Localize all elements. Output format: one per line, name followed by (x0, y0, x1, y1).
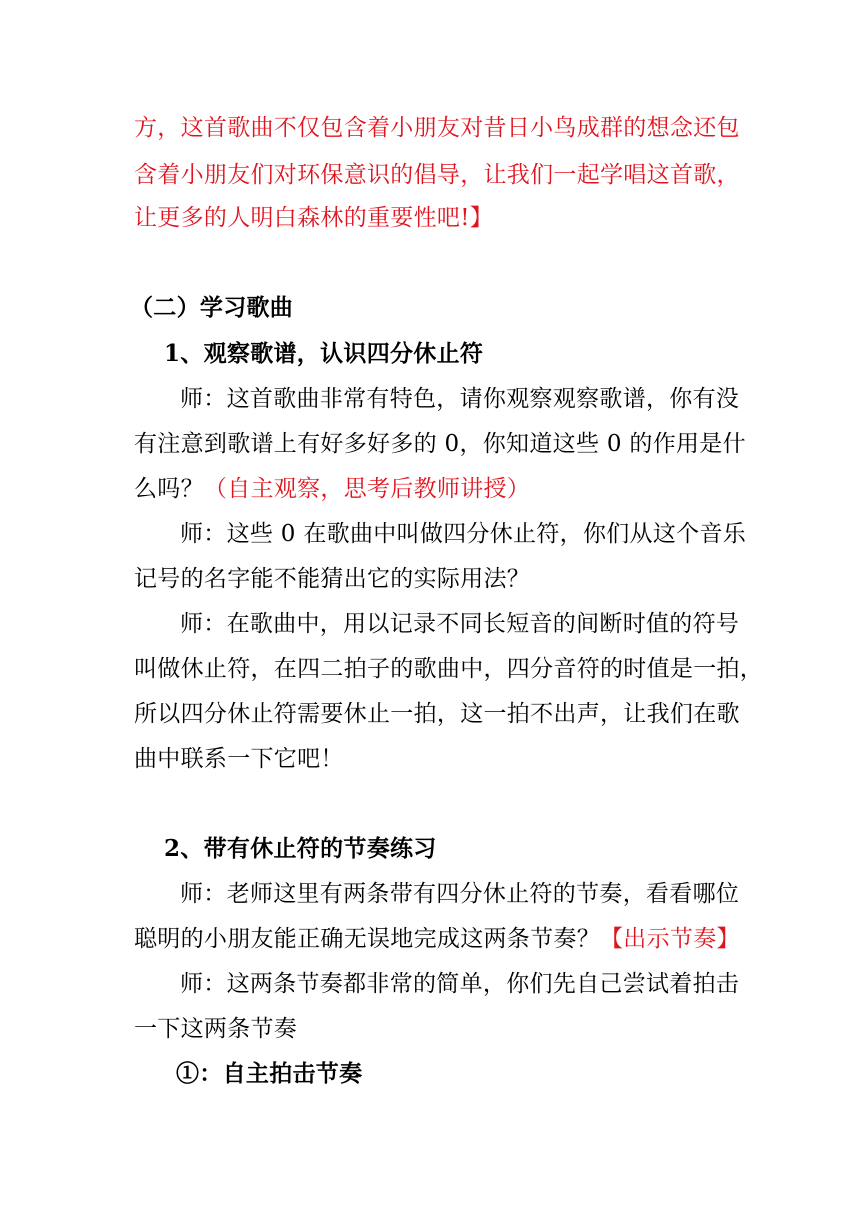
paragraph-line: 记号的名字能不能猜出它的实际用法？ (134, 566, 531, 592)
step-heading: ①：自主拍击节奏 (176, 1060, 363, 1087)
paragraph-line: 师：在歌曲中，用以记录不同长短音的间断时值的符号 (180, 611, 740, 637)
question-text: 聪明的小朋友能正确无误地完成这两条节奏？ (134, 926, 600, 952)
paragraph-line: 曲中联系一下它吧！ (134, 746, 344, 772)
paragraph-line: 师：这些 0 在歌曲中叫做四分休止符，你们从这个音乐 (180, 521, 747, 547)
teacher-note: （自主观察，思考后教师讲授） (203, 476, 531, 502)
section-heading: （二）学习歌曲 (130, 294, 294, 321)
subsection-1-heading: 1、观察歌谱，认识四分休止符 (164, 340, 484, 367)
subsection-2-heading: 2、带有休止符的节奏练习 (164, 835, 437, 862)
paragraph-line: 所以四分休止符需要休止一拍，这一拍不出声，让我们在歌 (134, 701, 740, 727)
paragraph-line: 一下这两条节奏 (134, 1016, 298, 1042)
paragraph-line: 有注意到歌谱上有好多好多的 0，你知道这些 0 的作用是什 (134, 431, 746, 457)
intro-line-3: 让更多的人明白森林的重要性吧!】 (134, 205, 494, 231)
paragraph-line: 师：这两条节奏都非常的简单，你们先自己尝试着拍击 (180, 971, 740, 997)
teacher-note: 【出示节奏】 (600, 926, 740, 952)
paragraph-line: 叫做休止符，在四二拍子的歌曲中，四分音符的时值是一拍， (134, 656, 764, 682)
paragraph-line (134, 924, 740, 954)
intro-line-2: 含着小朋友们对环保意识的倡导，让我们一起学唱这首歌， (134, 162, 740, 188)
paragraph-line: 师：这首歌曲非常有特色，请你观察观察歌谱，你有没 (180, 386, 740, 412)
paragraph-line (134, 474, 530, 504)
question-text: 么吗？ (134, 476, 204, 502)
paragraph-line: 师：老师这里有两条带有四分休止符的节奏，看看哪位 (180, 881, 740, 907)
intro-line-1: 方，这首歌曲不仅包含着小朋友对昔日小鸟成群的想念还包 (134, 115, 740, 141)
